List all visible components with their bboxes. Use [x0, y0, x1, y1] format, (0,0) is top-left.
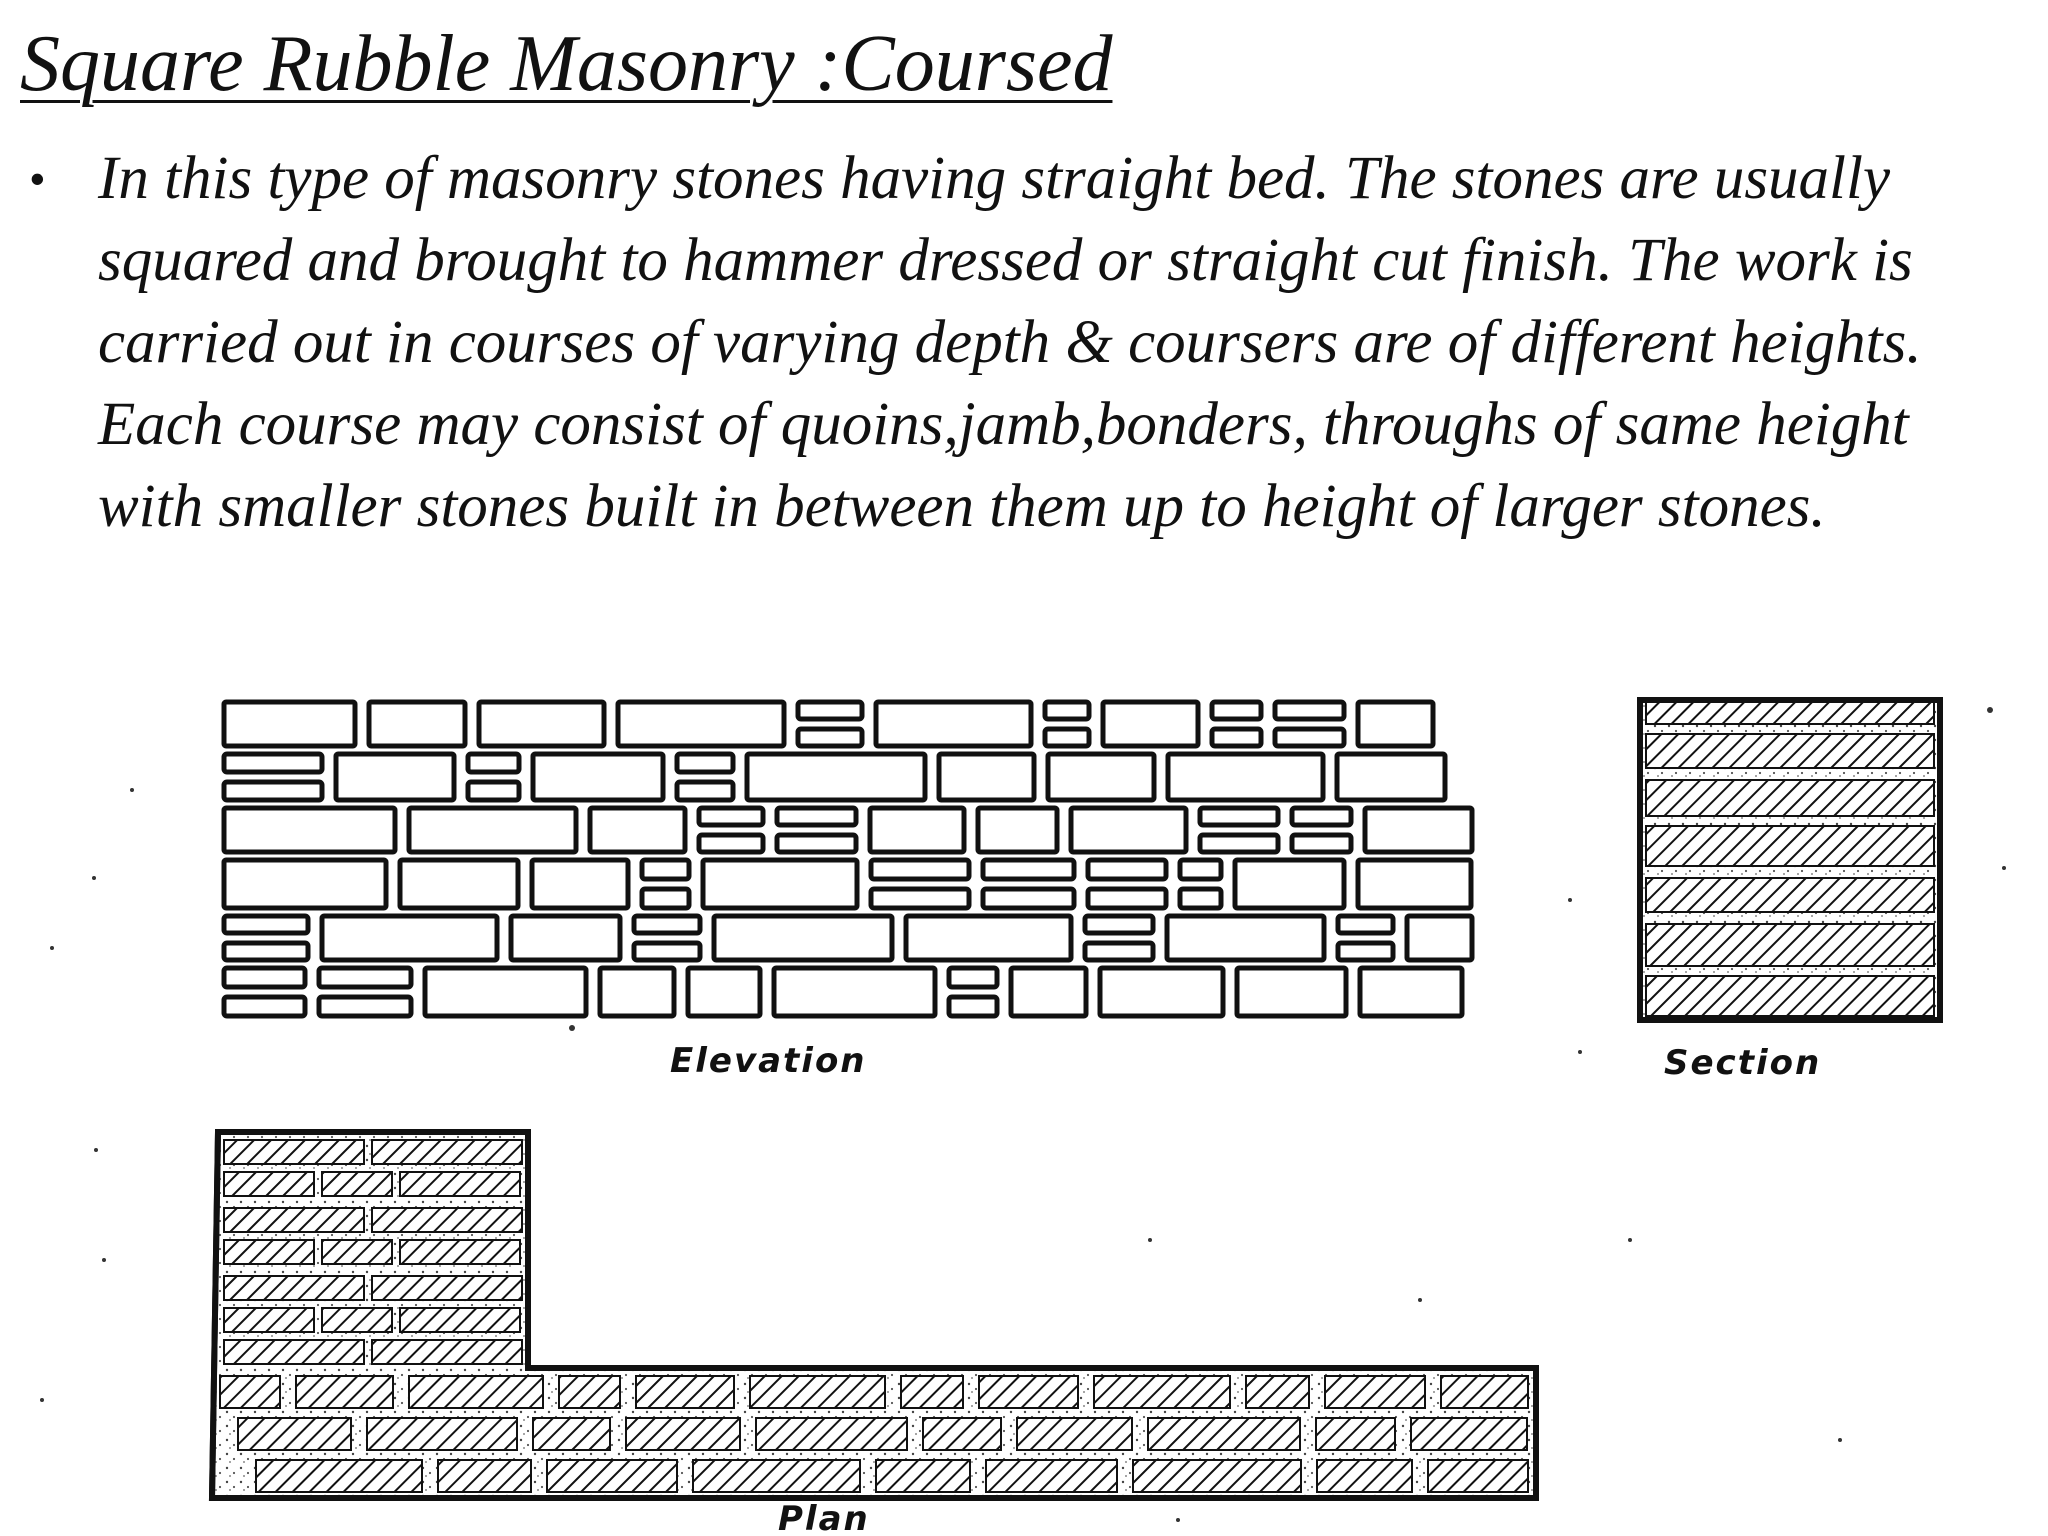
elevation-small-stone: [224, 943, 308, 960]
bullet-dot-icon: •: [30, 155, 45, 202]
plan-stone: [372, 1140, 522, 1164]
elevation-small-stone: [319, 968, 411, 987]
elevation-small-stone: [871, 889, 969, 908]
elevation-small-stone: [1338, 916, 1393, 933]
elevation-stone: [747, 754, 925, 800]
masonry-figure: [0, 680, 2048, 1536]
elevation-small-stone: [634, 916, 700, 933]
elevation-small-stone: [699, 808, 763, 825]
plan-stone: [876, 1460, 970, 1492]
plan-stone: [979, 1376, 1078, 1408]
elevation-small-stone: [1275, 729, 1344, 746]
plan-stone: [220, 1376, 280, 1408]
plan-stone: [400, 1240, 520, 1264]
plan-stone: [224, 1172, 314, 1196]
elevation-stone: [425, 968, 586, 1016]
plan-stone: [1148, 1418, 1300, 1450]
elevation-stone: [1337, 754, 1445, 800]
section-stone: [1646, 734, 1934, 768]
elevation-stone: [224, 860, 386, 908]
elevation-small-stone: [224, 968, 305, 987]
elevation-stone: [714, 916, 892, 960]
elevation-small-stone: [642, 889, 689, 908]
elevation-stone: [1407, 916, 1472, 960]
section-label: Section: [1664, 1043, 1822, 1083]
elevation-stone: [1237, 968, 1346, 1016]
elevation-small-stone: [1212, 702, 1261, 719]
elevation-small-stone: [1275, 702, 1344, 719]
plan-stone: [750, 1376, 885, 1408]
plan-stone: [1411, 1418, 1527, 1450]
elevation-stone: [1048, 754, 1154, 800]
elevation-small-stone: [1338, 943, 1393, 960]
elevation-stone: [533, 754, 663, 800]
elevation-small-stone: [1088, 860, 1166, 879]
elevation-small-stone: [1088, 889, 1166, 908]
elevation-small-stone: [983, 860, 1074, 879]
plan-stone: [224, 1308, 314, 1332]
elevation-small-stone: [224, 782, 322, 800]
plan-stone: [224, 1140, 364, 1164]
plan-stone: [224, 1240, 314, 1264]
plan-stone: [1428, 1460, 1528, 1492]
plan-stone: [1316, 1418, 1395, 1450]
elevation-small-stone: [1212, 729, 1261, 746]
masonry-drawing: [0, 680, 2048, 1536]
elevation-stone: [1365, 808, 1472, 852]
plan-stone: [372, 1340, 522, 1364]
plan-label: Plan: [778, 1499, 870, 1536]
elevation-small-stone: [1200, 808, 1278, 825]
elevation-stone: [1011, 968, 1086, 1016]
elevation-small-stone: [224, 916, 308, 933]
elevation-small-stone: [1180, 889, 1221, 908]
section-stone: [1646, 826, 1934, 866]
elevation-small-stone: [468, 782, 519, 800]
elevation-stone: [978, 808, 1057, 852]
slide-title: Square Rubble Masonry :Coursed: [20, 20, 1113, 108]
elevation-stone: [1358, 860, 1471, 908]
plan-stone: [636, 1376, 734, 1408]
elevation-stone: [600, 968, 674, 1016]
plan-stone: [1317, 1460, 1412, 1492]
elevation-stone: [1168, 754, 1323, 800]
elevation-stone: [479, 702, 604, 746]
section-stone: [1646, 976, 1934, 1016]
elevation-small-stone: [1085, 943, 1153, 960]
plan-stone: [256, 1460, 422, 1492]
elevation-stone: [870, 808, 964, 852]
elevation-small-stone: [871, 860, 969, 879]
plan-stone: [296, 1376, 393, 1408]
plan-stone: [626, 1418, 740, 1450]
plan-stone: [438, 1460, 531, 1492]
plan-stone: [1133, 1460, 1301, 1492]
elevation-stone: [1071, 808, 1186, 852]
elevation-stone: [1167, 916, 1324, 960]
elevation-small-stone: [1085, 916, 1153, 933]
elevation-stone: [1235, 860, 1344, 908]
plan-stone: [1017, 1418, 1132, 1450]
elevation-small-stone: [1292, 835, 1351, 852]
elevation-stone: [1358, 702, 1433, 746]
elevation-small-stone: [777, 808, 856, 825]
elevation-label: Elevation: [670, 1041, 867, 1081]
elevation-small-stone: [777, 835, 856, 852]
elevation-stone: [322, 916, 497, 960]
elevation-small-stone: [224, 754, 322, 772]
plan-stone: [224, 1208, 364, 1232]
elevation-stone: [618, 702, 784, 746]
elevation-stone: [688, 968, 760, 1016]
elevation-stone: [400, 860, 518, 908]
elevation-small-stone: [468, 754, 519, 772]
plan-stone: [533, 1418, 610, 1450]
plan-stone: [1441, 1376, 1528, 1408]
elevation-stone: [1100, 968, 1223, 1016]
elevation-small-stone: [983, 889, 1074, 908]
elevation-small-stone: [642, 860, 689, 879]
elevation-small-stone: [798, 729, 862, 746]
elevation-stone: [703, 860, 857, 908]
plan-stone: [238, 1418, 351, 1450]
plan-stone: [547, 1460, 677, 1492]
plan-stone: [986, 1460, 1117, 1492]
elevation-stone: [224, 702, 355, 746]
elevation-small-stone: [224, 997, 305, 1016]
elevation-stone: [224, 808, 395, 852]
elevation-stone: [1103, 702, 1198, 746]
elevation-small-stone: [1292, 808, 1351, 825]
elevation-stone: [774, 968, 935, 1016]
plan-stone: [372, 1276, 522, 1300]
section-stone: [1646, 780, 1934, 816]
elevation-drawing: [224, 702, 1472, 1016]
plan-stone: [367, 1418, 517, 1450]
elevation-small-stone: [319, 997, 411, 1016]
plan-stone: [1325, 1376, 1425, 1408]
plan-stone: [224, 1340, 364, 1364]
elevation-stone: [336, 754, 454, 800]
section-drawing: [1640, 700, 1940, 1020]
elevation-small-stone: [677, 782, 733, 800]
section-stone: [1646, 924, 1934, 966]
elevation-stone: [876, 702, 1031, 746]
plan-stone: [322, 1308, 392, 1332]
elevation-small-stone: [677, 754, 733, 772]
plan-stone: [1246, 1376, 1309, 1408]
plan-stone: [1094, 1376, 1230, 1408]
plan-stone: [409, 1376, 543, 1408]
plan-stone: [400, 1172, 520, 1196]
elevation-small-stone: [1045, 729, 1089, 746]
plan-stone: [322, 1240, 392, 1264]
plan-stone: [756, 1418, 907, 1450]
elevation-stone: [939, 754, 1034, 800]
plan-stone: [322, 1172, 392, 1196]
elevation-stone: [369, 702, 465, 746]
bullet-item: [20, 138, 2030, 548]
elevation-small-stone: [949, 968, 997, 987]
plan-stone: [901, 1376, 963, 1408]
elevation-small-stone: [1045, 702, 1089, 719]
elevation-stone: [532, 860, 628, 908]
plan-stone: [372, 1208, 522, 1232]
elevation-stone: [590, 808, 685, 852]
elevation-stone: [409, 808, 576, 852]
plan-stone: [224, 1276, 364, 1300]
elevation-small-stone: [798, 702, 862, 719]
plan-drawing: [212, 1132, 1536, 1498]
plan-stone: [923, 1418, 1001, 1450]
elevation-small-stone: [949, 997, 997, 1016]
plan-stone: [693, 1460, 860, 1492]
plan-stone: [400, 1308, 520, 1332]
elevation-stone: [511, 916, 620, 960]
elevation-small-stone: [699, 835, 763, 852]
bullet-text: In this type of masonry stones having straight bed. The stones are usually squared and brought to hammer dressed or straight cut finish. The work is carried out in courses of varying depth & coursers are of different heights. Each course may consist of quoins,jamb,bonders, throughs of same height with smaller stones built in between them up to height of larger stones.: [98, 145, 1922, 540]
elevation-stone: [906, 916, 1071, 960]
section-stone: [1646, 878, 1934, 912]
elevation-stone: [1360, 968, 1462, 1016]
plan-stone: [559, 1376, 620, 1408]
elevation-small-stone: [634, 943, 700, 960]
section-stone: [1646, 702, 1934, 724]
elevation-small-stone: [1200, 835, 1278, 852]
elevation-small-stone: [1180, 860, 1221, 879]
